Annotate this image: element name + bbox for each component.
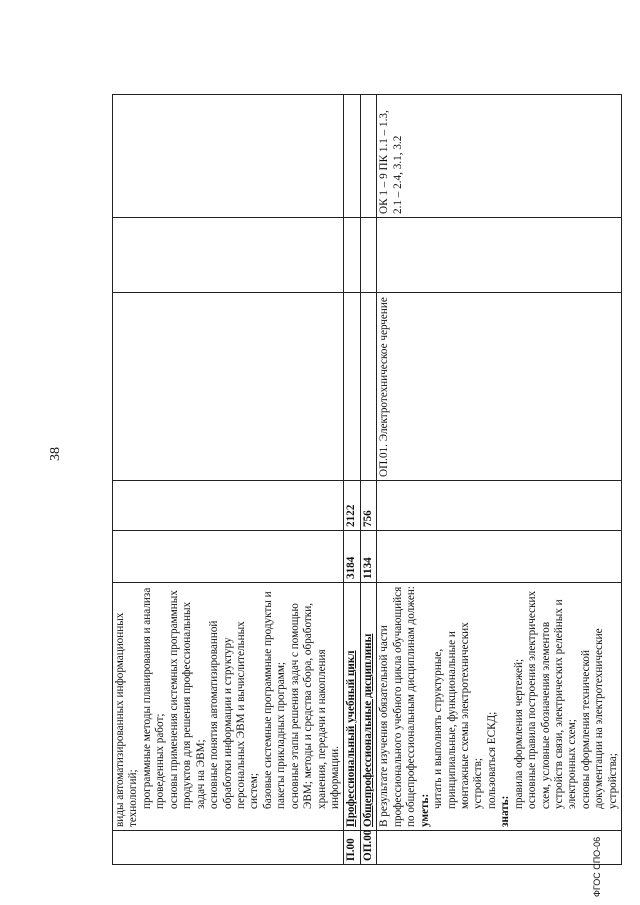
empty-cell	[360, 293, 376, 481]
list-item: виды автоматизированных информационных технологий;	[114, 612, 140, 827]
section-code: П.00	[344, 831, 360, 865]
code-cell	[377, 831, 622, 865]
list-item: основные этапы решения задач с помощью ЭВМ; методы и средства сбора, обработки, хранения, передачи и накопления информации.	[288, 602, 341, 809]
max-hours: 1134	[360, 531, 376, 583]
page-number: 38	[48, 447, 63, 461]
code-cell	[113, 831, 344, 865]
list-item: основы применения системных программных продуктов для решения профессиональных задач на ЭВМ;	[167, 590, 207, 809]
list-item: программные методы планирования и анализа проведенных работ;	[140, 587, 167, 809]
knowledge-label: знать:	[499, 795, 512, 827]
class-hours: 756	[360, 481, 376, 531]
table-row	[360, 95, 376, 865]
class-hours-cell	[377, 481, 622, 531]
empty-cell	[344, 95, 360, 218]
curriculum-table	[112, 94, 622, 865]
max-hours: 3184	[344, 531, 360, 583]
list-item: правила оформления чертежей;	[512, 658, 525, 809]
list-item: основные понятия автоматизированной обработки информации и структуру персональных ЭВМ и вычислительных систем;	[208, 620, 261, 809]
list-item: пользоваться ЕСКД;	[485, 711, 498, 809]
skills-label: уметь:	[418, 793, 431, 827]
table-row	[344, 95, 360, 865]
max-hours-cell	[377, 531, 622, 583]
max-hours-cell	[113, 531, 344, 583]
requirements-cell	[113, 583, 344, 831]
class-hours-cell	[113, 481, 344, 531]
empty-cell	[360, 95, 376, 218]
section-title: Общепрофессиональные дисциплины	[360, 583, 376, 831]
list-item: базовые системные программные продукты и пакеты прикладных программ;	[261, 591, 288, 809]
table-row	[377, 95, 622, 865]
footer-code: ФГОС СПО-06	[592, 836, 602, 897]
empty-cell	[377, 218, 622, 293]
empty-cell	[344, 218, 360, 293]
competency-cell	[113, 95, 344, 218]
list-item: читать и выполнять структурные, принципиальные, функциональные и монтажные схемы электротехнических устройств;	[432, 622, 485, 809]
competencies: ОК 1 – 9 ПК 1.1 – 1.3, 2.1 – 2.4, 3.1, 3.2	[377, 95, 622, 218]
requirements-cell	[377, 583, 622, 831]
extra-cell	[113, 218, 344, 293]
list-item: основные правила построения электрических схем, условные обозначения элементов устройств связи, электрических релейных и электронных схем;	[526, 590, 579, 809]
discipline-index-cell	[113, 293, 344, 481]
discipline-index: ОП.01. Электротехническое черчение	[377, 293, 622, 481]
class-hours: 2122	[344, 481, 360, 531]
empty-cell	[344, 293, 360, 481]
list-item: основы оформления технической документации на электротехнические устройства;	[579, 628, 619, 809]
section-code: ОП.00	[360, 831, 376, 865]
empty-cell	[360, 218, 376, 293]
intro-text: В результате изучения обязательной части профессионального учебного цикла обучающийся по общепрофессиональным дисциплинам должен:	[378, 586, 418, 827]
table-row	[113, 95, 344, 865]
section-title: Профессиональный учебный цикл	[344, 583, 360, 831]
